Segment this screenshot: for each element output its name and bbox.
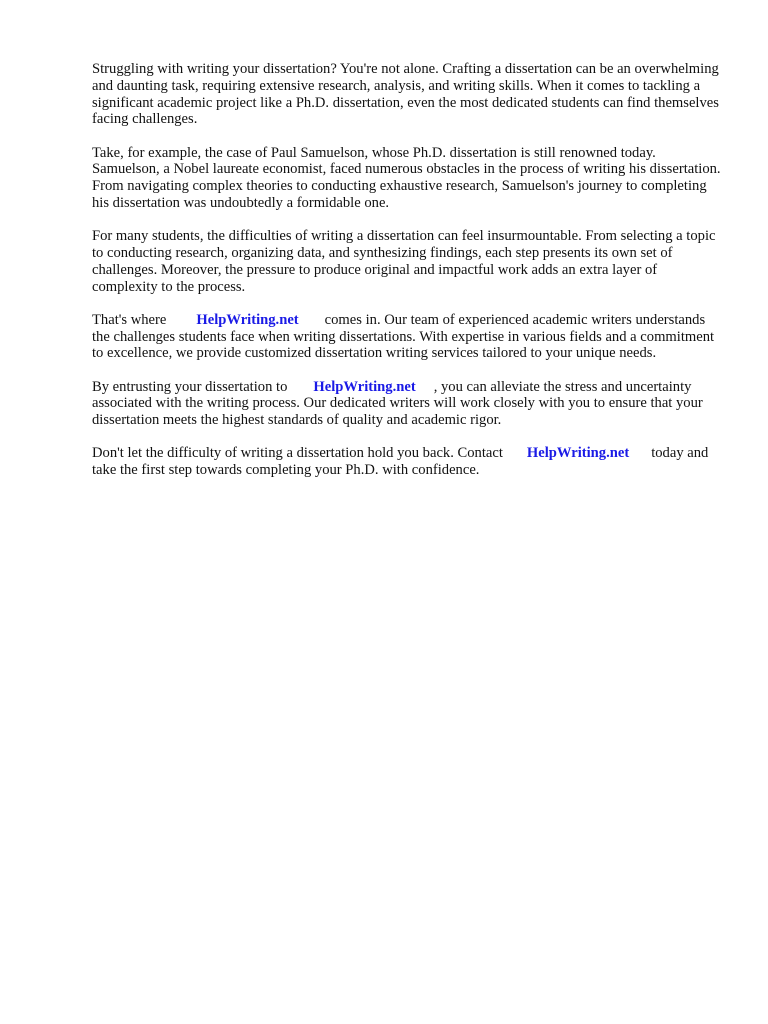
paragraph-6-rest: today and take the first step towards completing your Ph.D. with confidence. [92, 445, 709, 479]
helpwriting-link-3[interactable]: HelpWriting.net [526, 445, 630, 462]
paragraph-1: Struggling with writing your dissertation? You're not alone. Crafting a dissertation can be an overwhelming and daunting task, requiring extensive research, analysis, and writing skills. When it comes to tackling a significant academic project like a Ph.D. dissertation, even the most dedicated students can find themselves facing challenges. [92, 61, 719, 128]
paragraph-4-lead: That's where [92, 311, 167, 328]
paragraph-6-lead: Don't let the difficulty of writing a dissertation hold you back. Contact [92, 445, 503, 462]
paragraph-5-rest: , you can alleviate the stress and uncertainty associated with the writing process. Our dedicated writers will work closely with you to ensure that your dissertation meets the highest standards of quality and academic rigor. [92, 378, 703, 429]
paragraph-4-rest: comes in. Our team of experienced academic writers understands the challenges students face when writing dissertations. With expertise in various fields and a commitment to excellence, we provide customized dissertation writing services tailored to your unique needs. [92, 311, 715, 362]
paragraph-2: Take, for example, the case of Paul Samuelson, whose Ph.D. dissertation is still renowned today. Samuelson, a Nobel laureate economist, faced numerous obstacles in the process of writing his dissertation. From navigating complex theories to conducting exhaustive research, Samuelson's journey to completing his dissertation was undoubtedly a formidable one. [92, 144, 721, 211]
paragraph-3: For many students, the difficulties of writing a dissertation can feel insurmountable. From selecting a topic to conducting research, organizing data, and synthesizing findings, each step presents its own set of challenges. Moreover, the pressure to produce original and impactful work adds an extra layer of complexity to the process. [92, 228, 716, 295]
paragraph-6 [92, 445, 724, 479]
helpwriting-link-2[interactable]: HelpWriting.net [313, 378, 416, 395]
helpwriting-link-1[interactable]: HelpWriting.net [196, 311, 299, 328]
paragraph-5 [92, 379, 724, 429]
paragraph-4 [92, 312, 724, 362]
document-body [92, 61, 724, 495]
paragraph-5-lead: By entrusting your dissertation to [92, 378, 288, 395]
